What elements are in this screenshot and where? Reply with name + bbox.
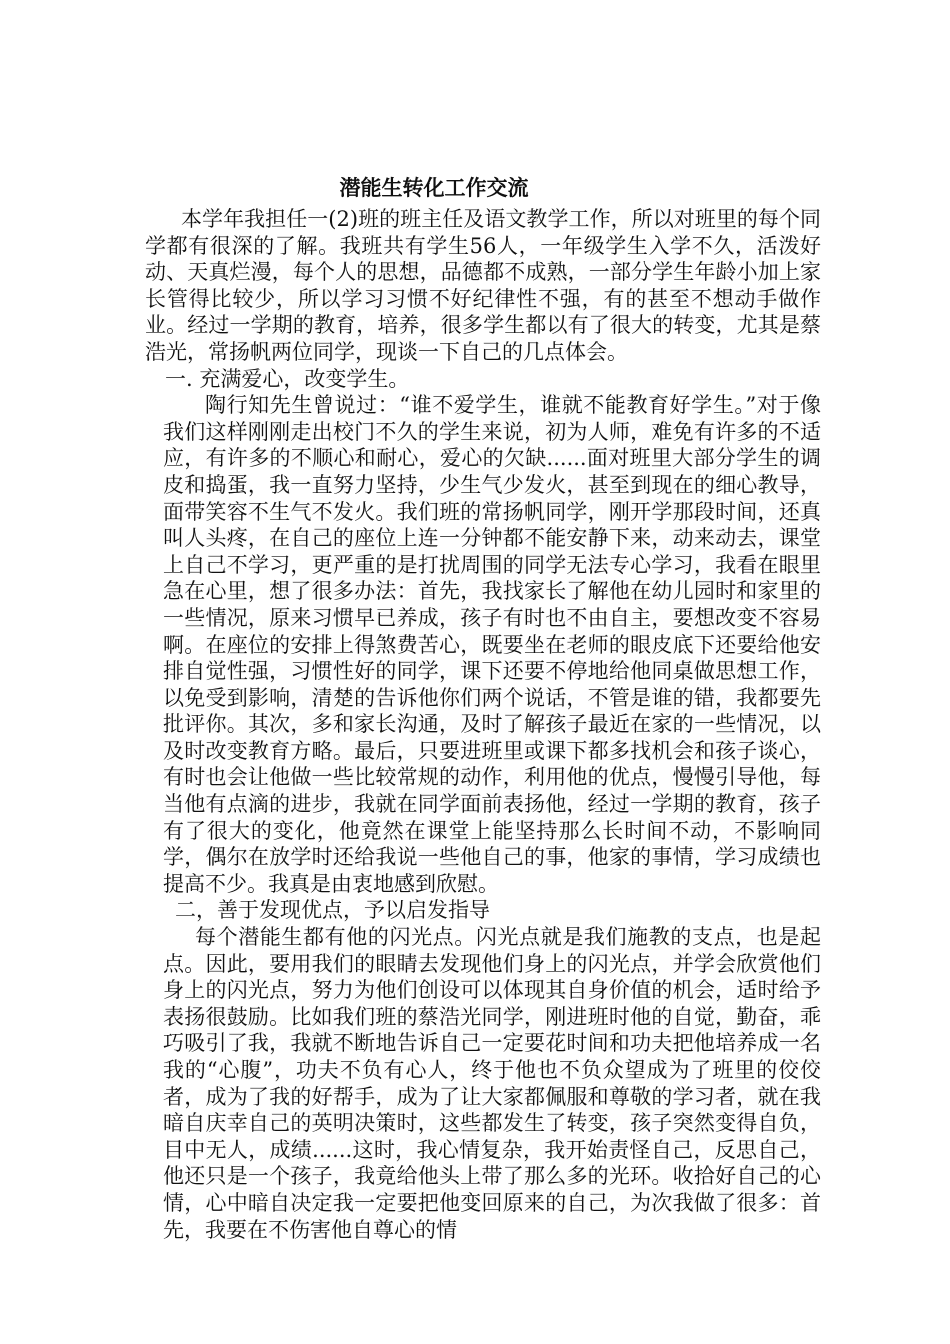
section-1-heading: 一. 充满爱心，改变学生。 xyxy=(165,366,410,391)
section-1-paragraph: 陶行知先生曾说过：“谁不爱学生，谁就不能教育好学生。”对于像我们这样刚刚走出校门不久的学生来说，初为人师，难免有许多的不适应，有许多的不顺心和耐心，爱心的欠缺......面对班里大部分学生的调皮和捣蛋，我一直努力坚持，少生气少发火，甚至到现在的细心教导，面带笑容不生气不发火。我们班的常扬帆同学，刚开学那段时间，还真叫人头疼，在自己的座位上连一分钟都不能安静下来，动来动去，课堂上自己不学习，更严重的是打扰周围的同学无法专心学习，我看在眼里急在心里，想了很多办法：首先，我找家长了解他在幼儿园时和家里的一些情况，原来习惯早已养成，孩子有时也不由自主，要想改变不容易啊。在座位的安排上得煞费苦心，既要坐在老师的眼皮底下还要给他安排自觉性强，习惯性好的同学，课下还要不停地给他同桌做思想工作，以免受到影响，清楚的告诉他你们两个说话，不管是谁的错，我都要先批评你。其次，多和家长沟通，及时了解孩子最近在家的一些情况，以及时改变教育方略。最后，只要进班里或课下都多找机会和孩子谈心，有时也会让他做一些比较常规的动作，利用他的优点，慢慢引导他，每当他有点滴的进步，我就在同学面前表扬他，经过一学期的教育，孩子有了很大的变化，他竟然在课堂上能坚持那么长时间不动，不影响同学，偶尔在放学时还给我说一些他自己的事，他家的事情，学习成绩也提高不少。我真是由衷地感到欣慰。 xyxy=(163,393,821,896)
intro-paragraph: 本学年我担任一(2)班的班主任及语文教学工作，所以对班里的每个同学都有很深的了解。我班共有学生56人，一年级学生入学不久，活泼好动、天真烂漫，每个人的思想，品德都不成熟，一部分学生年龄小加上家长管得比较少，所以学习习惯不好纪律性不强，有的甚至不想动手做作业。经过一学期的教育，培养，很多学生都以有了很大的转变，尤其是蔡浩光，常扬帆两位同学，现谈一下自己的几点体会。 xyxy=(145,207,821,364)
document-body xyxy=(145,206,821,1243)
section-2-heading: 二，善于发现优点，予以启发指导 xyxy=(175,898,490,923)
document-title: 潜能生转化工作交流 xyxy=(339,175,529,200)
section-2-paragraph: 每个潜能生都有他的闪光点。闪光点就是我们施教的支点，也是起点。因此，要用我们的眼睛去发现他们身上的闪光点，并学会欣赏他们身上的闪光点，努力为他们创设可以体现其自身价值的机会，适时给予表扬很鼓励。比如我们班的蔡浩光同学，刚进班时他的自觉，勤奋，乖巧吸引了我，我就不断地告诉自己一定要花时间和功夫把他培养成一名我的“心腹”，功夫不负有心人，终于他也不负众望成为了班里的佼佼者，成为了我的好帮手，成为了让大家都佩服和尊敬的学习者，就在我暗自庆幸自己的英明决策时，这些都发生了转变，孩子突然变得自负，目中无人，成绩......这时，我心情复杂，我开始责怪自己，反思自己，他还只是一个孩子，我竟给他头上带了那么多的光环。收拾好自己的心情，心中暗自决定我一定要把他变回原来的自己，为次我做了很多：首先，我要在不伤害他自尊心的情 xyxy=(163,925,821,1242)
